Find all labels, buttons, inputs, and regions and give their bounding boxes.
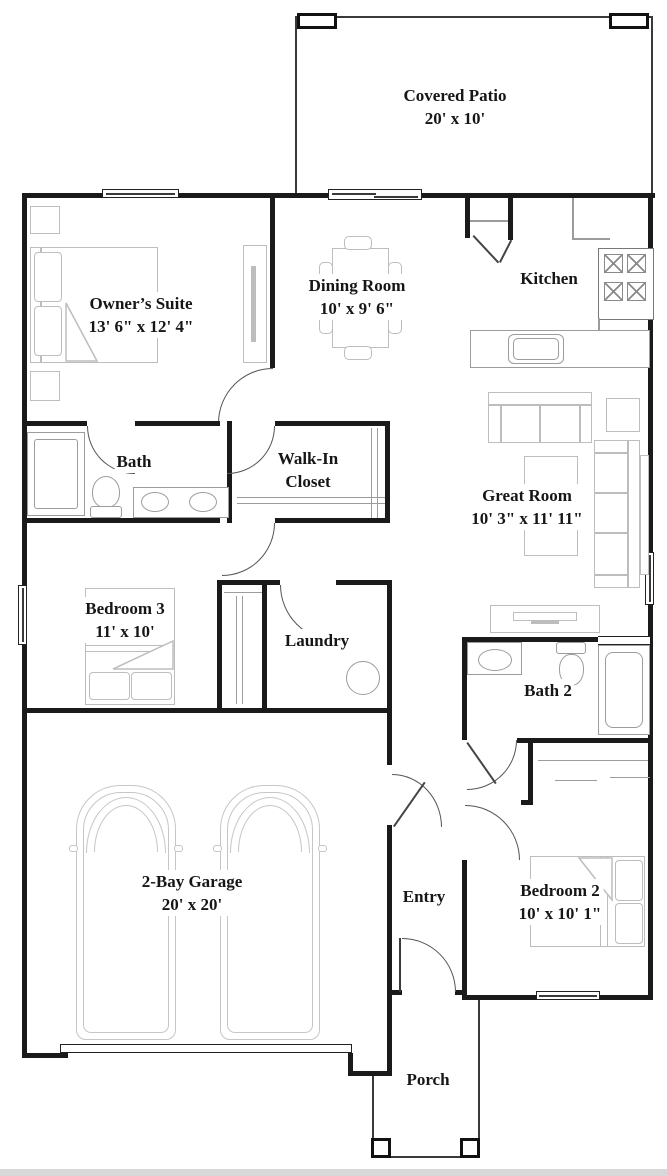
counter-edge (572, 238, 610, 240)
sofa-back-line (627, 440, 629, 588)
wall (217, 583, 222, 708)
room-label-porch (404, 1068, 451, 1091)
sofa-arm-line (500, 404, 502, 443)
wall (348, 1071, 392, 1076)
garage-door (60, 1044, 352, 1053)
car-mirror (174, 845, 183, 852)
pillow (89, 672, 130, 700)
closet-door-track (236, 596, 237, 704)
toilet-tank (556, 642, 586, 654)
bed-fold (111, 638, 177, 673)
wall (600, 995, 653, 1000)
closet-shelf (237, 497, 385, 498)
porch-post (460, 1138, 480, 1158)
wall (22, 645, 27, 1058)
patio-post (609, 13, 649, 29)
door-arc-bedroom-3 (222, 523, 275, 576)
room-name: Dining Room (308, 276, 406, 295)
sofa (594, 440, 640, 588)
door-arc-bedroom-2 (465, 805, 520, 860)
burner (604, 254, 623, 273)
closet-rod (377, 428, 378, 518)
slider-panel (374, 196, 418, 198)
porch-edge (478, 1000, 480, 1158)
nightstand (30, 371, 60, 401)
car-mirror (69, 845, 78, 852)
pillow (34, 252, 62, 302)
window-mullion (106, 193, 175, 195)
wall-inset (598, 636, 650, 645)
room-name: Great Room (469, 484, 584, 507)
wall (508, 198, 513, 240)
room-label-walk-in-closet (276, 447, 340, 493)
shower-interior (34, 439, 78, 509)
tub-interior (605, 652, 643, 728)
sofa-cushion-line (539, 404, 541, 443)
patio-wall (651, 16, 653, 195)
chair (344, 346, 372, 360)
room-label-bath (115, 450, 154, 473)
room-name: Walk-In (277, 449, 339, 468)
door-arc-walk-in-closet (227, 426, 275, 474)
closet-shelf (538, 760, 648, 761)
room-label-owners-suite (87, 292, 196, 338)
burner (627, 282, 646, 301)
closet-door-track (242, 596, 243, 704)
window-mullion (649, 555, 651, 602)
sink (141, 492, 169, 512)
room-dims: 20' x 20' (140, 893, 245, 916)
room-name: Bedroom 3 (85, 599, 165, 618)
room-label-laundry (283, 629, 351, 652)
wall (22, 193, 27, 585)
room-name: Bath (116, 452, 152, 471)
room-name: Bath 2 (524, 681, 572, 700)
patio-post (297, 13, 337, 29)
pantry-shelf (470, 220, 508, 222)
pantry-door-leaf (473, 235, 499, 263)
pillow (615, 903, 643, 944)
door-arc-owners-suite (218, 368, 273, 423)
nightstand (30, 206, 60, 234)
room-name: Closet (276, 470, 340, 493)
door-leaf-front-door (399, 938, 401, 992)
wall (22, 1053, 68, 1058)
wall (135, 421, 220, 426)
door-arc-front-door (402, 938, 456, 992)
room-label-bath-2 (522, 679, 574, 702)
window-mullion (539, 995, 597, 997)
wall (528, 740, 533, 803)
sink (478, 649, 512, 671)
room-name: Porch (406, 1070, 450, 1089)
tv (251, 266, 256, 342)
wall (178, 193, 330, 198)
door-arc-bath-2 (467, 740, 517, 790)
wall (270, 193, 275, 368)
closet-rod (371, 428, 372, 518)
room-dims: 10' x 10' 1" (518, 904, 602, 923)
room-dims: 10' x 9' 6" (307, 297, 408, 320)
toilet-tank (90, 506, 122, 518)
burner (627, 254, 646, 273)
room-name: Entry (402, 887, 446, 906)
chair (344, 236, 372, 250)
kitchen-sink-basin (513, 338, 559, 360)
wall (521, 800, 533, 805)
wall (262, 585, 267, 708)
wall (267, 580, 280, 585)
sofa-arm-line (594, 574, 628, 576)
pantry-door-leaf (499, 240, 512, 263)
wall (387, 825, 392, 990)
room-name: Owner’s Suite (87, 292, 196, 315)
counter-edge (572, 198, 574, 238)
wall (420, 193, 655, 198)
wall (517, 738, 653, 743)
wall (462, 860, 467, 995)
room-name: Covered Patio (403, 86, 507, 105)
patio-wall (295, 16, 297, 195)
room-label-bedroom-3 (83, 597, 167, 643)
room-label-entry (401, 885, 448, 908)
room-name: Bedroom 2 (517, 879, 604, 902)
pillow (34, 306, 62, 356)
wall (387, 583, 392, 765)
room-label-dining-room (307, 274, 408, 320)
sofa-cushion-line (594, 532, 628, 534)
washer (346, 661, 380, 695)
room-dims: 20' x 10' (401, 107, 508, 130)
room-name: Laundry (284, 631, 350, 650)
console-table (640, 455, 649, 575)
wall (22, 421, 87, 426)
wall (336, 580, 392, 585)
slider-panel (332, 193, 376, 195)
room-name: Kitchen (520, 269, 578, 288)
patio-wall (295, 16, 653, 18)
wall (465, 198, 470, 238)
sofa-arm-line (594, 452, 628, 454)
wall (275, 518, 390, 523)
toilet-bowl (92, 476, 120, 508)
wall (22, 193, 103, 198)
wall (22, 708, 392, 713)
closet-rod (555, 780, 597, 781)
porch-post (371, 1138, 391, 1158)
closet-rod (610, 777, 650, 778)
sofa-arm-line (579, 404, 581, 443)
wall (387, 995, 392, 1076)
wall (217, 580, 267, 585)
wall (462, 995, 536, 1000)
room-label-kitchen (518, 267, 580, 290)
window-mullion (22, 588, 24, 642)
pillow (615, 860, 643, 901)
room-label-garage (140, 870, 245, 916)
room-label-covered-patio (401, 84, 508, 130)
image-bottom-band (0, 1169, 667, 1176)
wall (275, 421, 390, 426)
sink (189, 492, 217, 512)
car-mirror (318, 845, 327, 852)
room-label-bedroom-2 (517, 879, 604, 925)
room-label-great-room (469, 484, 584, 530)
room-name: 2-Bay Garage (141, 872, 243, 891)
tv (513, 612, 577, 621)
pillow (131, 672, 172, 700)
car-mirror (213, 845, 222, 852)
room-dims: 10' 3" x 11' 11" (471, 509, 583, 528)
room-dims: 13' 6" x 12' 4" (88, 317, 194, 336)
wall (385, 421, 390, 523)
sofa-cushion-line (594, 492, 628, 494)
side-table (606, 398, 640, 432)
closet-shelf (237, 503, 385, 504)
wall (22, 518, 220, 523)
closet-shelf (224, 592, 262, 593)
room-dims: 11' x 10' (83, 620, 167, 643)
tv-stand (531, 621, 559, 624)
burner (604, 282, 623, 301)
